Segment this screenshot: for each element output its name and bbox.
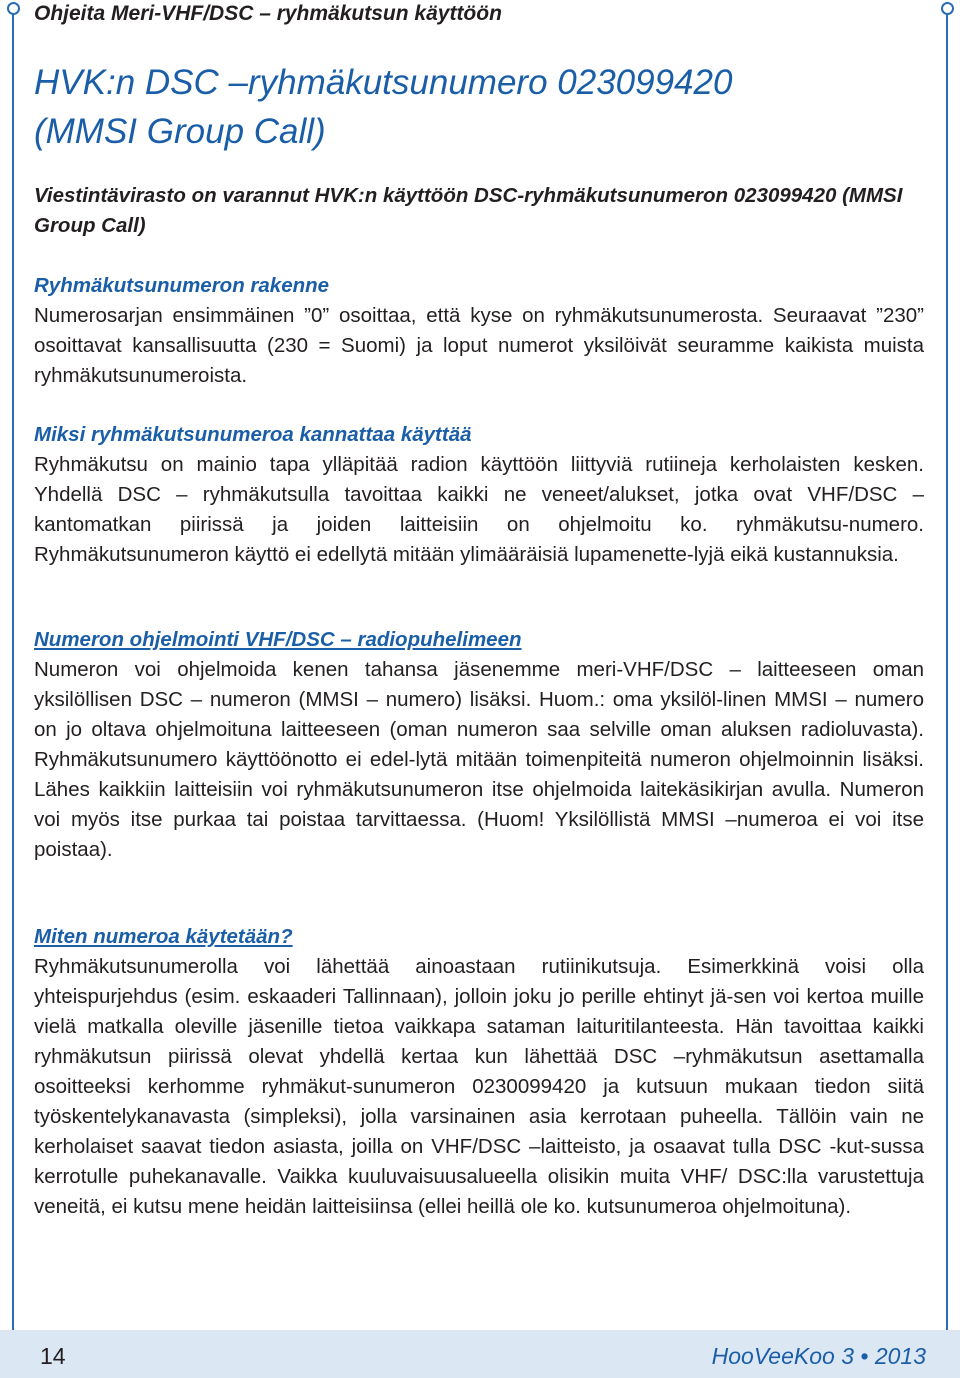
lead-paragraph: Viestintävirasto on varannut HVK:n käyttöön DSC-ryhmäkutsunumeron 023099420 (MMSI Group Call)	[34, 184, 903, 237]
page-title	[34, 58, 934, 156]
page-title-line-1: HVK:n DSC –ryhmäkutsunumero 023099420	[34, 63, 733, 102]
frame-left-line	[12, 14, 14, 1330]
section-why	[34, 420, 924, 570]
section-heading: Numeron ohjelmointi VHF/DSC – radiopuhelimeen	[34, 628, 522, 651]
publication-label: HooVeeKoo 3 • 2013	[711, 1343, 926, 1369]
page-title-line-2: (MMSI Group Call)	[34, 112, 326, 151]
frame-corner-right	[941, 2, 954, 15]
section-heading: Miksi ryhmäkutsunumeroa kannattaa käyttää	[34, 423, 472, 446]
section-structure	[34, 271, 924, 391]
section-heading: Miten numeroa käytetään?	[34, 925, 293, 948]
section-body: Ryhmäkutsunumerolla voi lähettää ainoastaan rutiinikutsuja. Esimerkkinä voisi olla yhteispurjehdus (esim. eskaaderi Tallinnaan), jolloin joku jo perille ehtinyt jä-sen voi kertoa muille vielä matkalla oleville jäsenille tietoa vaikkapa sataman laituritilanteesta. Hän tavoittaa kaikki ryhmäkutsun piirissä olevat yhdellä kertaa kun lähettää DSC –ryhmäkutsun asettamalla osoitteeksi kerhomme ryhmäkut-sunumeron 0230099420 ja kutsuun mukaan tiedon siitä työskentelykanavasta (simpleksi), jolla varsinainen asia kerrotaan puheella. Tällöin vain ne kerholaiset saavat tiedon asiasta, joilla on VHF/DSC –laitteisto, ja osaavat tulla DSC -kut-sussa kerrotulle puhekanavalle. Vaikka kuuluvaisuusalueella olisikin muita VHF/ DSC:lla varustettuja veneitä, ei kutsu mene heidän laitteisiinsa (ellei heillä ole ko. kutsunumeroa ohjelmoituna).	[34, 955, 924, 1218]
header-title: Ohjeita Meri-VHF/DSC – ryhmäkutsun käyttöön	[34, 2, 502, 25]
frame-corner-left	[7, 2, 20, 15]
section-body: Numerosarjan ensimmäinen ”0” osoittaa, että kyse on ryhmäkutsunumerosta. Seuraavat ”230” osoittavat kansallisuutta (230 = Suomi) ja loput numerot yksilöivät seuramme kaikista muista ryhmäkutsunumeroista.	[34, 304, 924, 387]
page-number: 14	[40, 1343, 66, 1369]
section-programming	[34, 625, 924, 865]
section-body: Numeron voi ohjelmoida kenen tahansa jäsenemme meri-VHF/DSC – laitteeseen oman yksilöllisen DSC – numeron (MMSI – numero) lisäksi. Huom.: oma yksilöl-linen MMSI – numero on jo oltava ohjelmoituna laitteeseen (oman numeron saa selville oman aluksen radioluvasta). Ryhmäkutsunumero käyttöönotto ei edel-lytä mitään toimenpiteitä numeron ohjelmoinnin lisäksi. Lähes kaikkiin laitteisiin voi ryhmäkutsunumeron itse ohjelmoida laitekäsikirjan avulla. Numeron voi myös itse purkaa tai poistaa tarvittaessa. (Huom! Yksilöllistä MMSI –numeroa ei voi itse poistaa).	[34, 658, 924, 861]
section-usage	[34, 922, 924, 1222]
frame-right-line	[946, 14, 948, 1330]
section-body: Ryhmäkutsu on mainio tapa ylläpitää radion käyttöön liittyviä rutiineja kerholaisten kesken. Yhdellä DSC – ryhmäkutsulla tavoittaa kaikki ne veneet/alukset, jotka ovat VHF/DSC – kantomatkan piirissä ja joiden laitteisiin on ohjelmoitu ko. ryhmäkutsu-numero. Ryhmäkutsunumeron käyttö ei edellytä mitään ylimääräisiä lupamenette-lyjä eikä kustannuksia.	[34, 453, 924, 566]
section-heading: Ryhmäkutsunumeron rakenne	[34, 274, 330, 297]
